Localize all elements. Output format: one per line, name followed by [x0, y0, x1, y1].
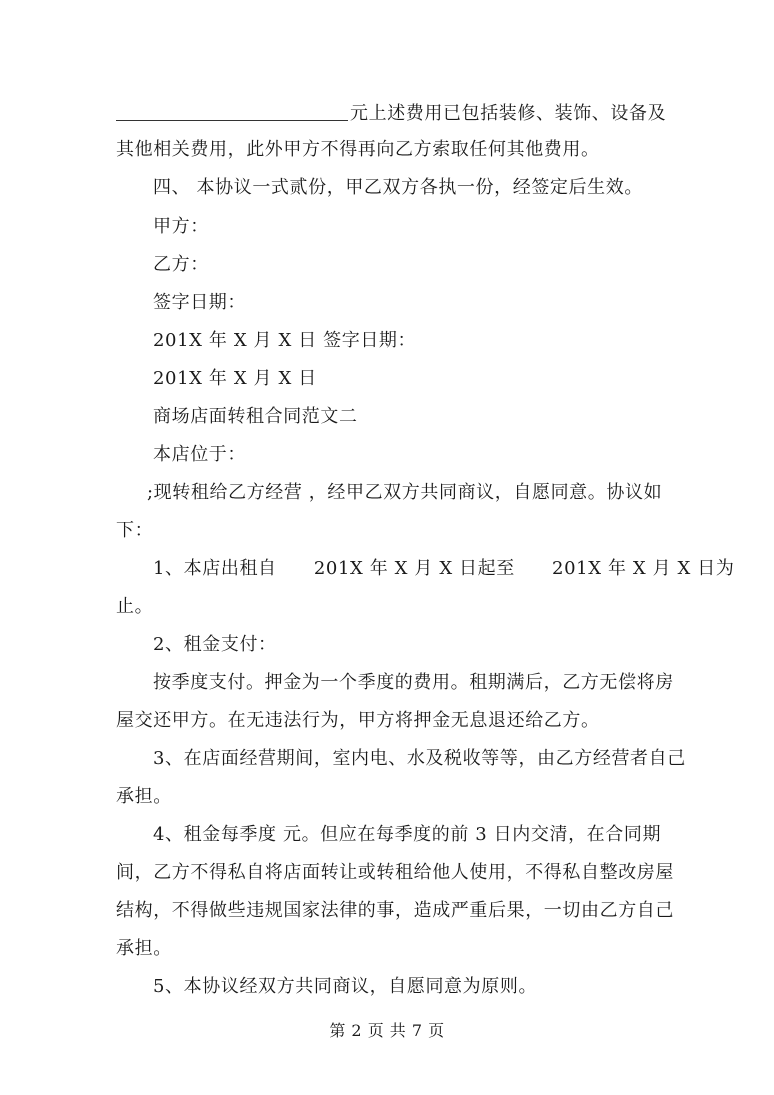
- paragraph-line: 间，乙方不得私自将店面转让或转租给他人使用，不得私自整改房屋: [116, 862, 674, 883]
- clause-four-rent: 4、租金每季度 元。但应在每季度的前 3 日内交清，在合同期: [153, 824, 662, 845]
- party-a-label: 甲方：: [153, 216, 209, 237]
- paragraph-line: 承担。: [116, 786, 172, 807]
- paragraph-line: 结构，不得做些违规国家法律的事，造成严重后果，一切由乙方自己: [116, 900, 674, 921]
- sign-date-line: 201X 年 X 月 X 日 签字日期：: [153, 330, 417, 351]
- paragraph-line: ;现转租给乙方经营 ，经甲乙双方共同商议，自愿同意。协议如: [147, 482, 663, 503]
- paragraph-line: 屋交还甲方。在无违法行为，甲方将押金无息退还给乙方。: [116, 710, 600, 731]
- clause-two: 2、租金支付：: [153, 634, 277, 655]
- page-footer: 第 2 页 共 7 页: [329, 1021, 445, 1040]
- sign-date-label: 签字日期：: [153, 292, 246, 313]
- paragraph-line: 承担。: [116, 938, 172, 959]
- store-location: 本店位于：: [153, 444, 246, 465]
- paragraph-line: 按季度支付。押金为一个季度的费用。租期满后，乙方无偿将房: [153, 672, 674, 693]
- paragraph-line: 止。: [116, 596, 154, 617]
- paragraph-line-1: 元上述费用已包括装修、装饰、设备及: [0, 100, 774, 126]
- fill-in-blank: [116, 100, 348, 121]
- party-b-label: 乙方：: [153, 254, 209, 275]
- clause-four: 四、 本协议一式贰份，甲乙双方各执一份，经签定后生效。: [153, 177, 643, 198]
- paragraph-line: 下：: [116, 520, 154, 541]
- section-title: 商场店面转租合同范文二: [153, 406, 358, 427]
- clause-three: 3、在店面经营期间，室内电、水及税收等等，由乙方经营者自己: [153, 748, 686, 769]
- date-line: 201X 年 X 月 X 日: [153, 368, 317, 389]
- clause-one: 1、本店出租自 201X 年 X 月 X 日起至 201X 年 X 月 X 日为: [153, 558, 735, 579]
- paragraph-line-2: 其他相关费用，此外甲方不得再向乙方索取任何其他费用。: [116, 139, 600, 160]
- clause-five: 5、本协议经双方共同商议，自愿同意为原则。: [153, 976, 538, 997]
